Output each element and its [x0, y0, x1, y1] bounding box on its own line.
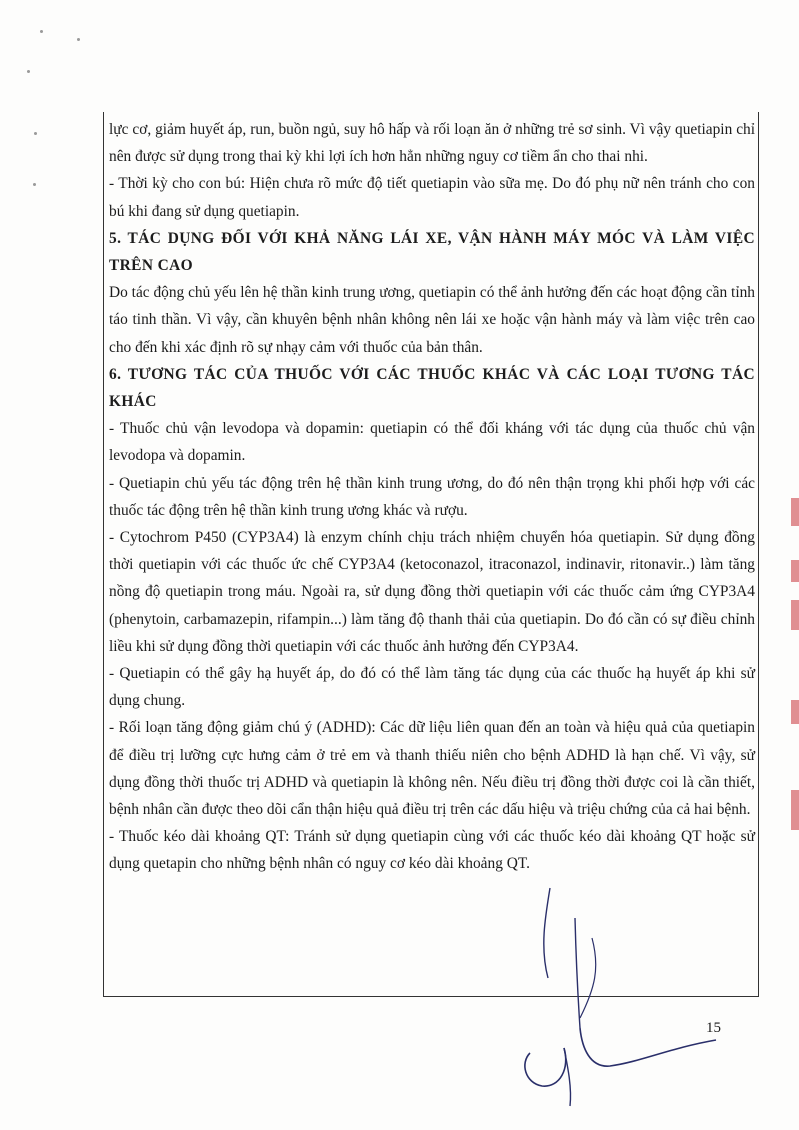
list-item: - Thuốc kéo dài khoảng QT: Tránh sử dụng quetiapin cùng với các thuốc kéo dài khoảng QT hoặc sử dụng quetapin cho những bệnh nhân có nguy cơ kéo dài khoảng QT.: [109, 828, 755, 873]
page-edge-stamp-fragment: [791, 700, 799, 724]
paragraph: Do tác động chủ yếu lên hệ thần kinh trung ương, quetiapin có thể ảnh hưởng đến các hoạt động cần tỉnh táo tinh thần. Vì vậy, cần khuyên bệnh nhân không nên lái xe hoặc vận hành máy và làm việc trên cao cho đến khi xác định rõ sự nhạy cảm với thuốc của bản thân.: [109, 284, 755, 356]
page-edge-stamp-fragment: [791, 498, 799, 526]
list-item: - Cytochrom P450 (CYP3A4) là enzym chính chịu trách nhiệm chuyển hóa quetiapin. Sử dụng đồng thời quetiapin với các thuốc ức chế CYP3A4 (ketoconazol, itraconazol, indinavir, ritonavir..) làm tăng nồng độ quetiapin trong máu. Ngoài ra, sử dụng đồng thời quetiapin với các thuốc cảm ứng CYP3A4 (phenytoin, carbamazepin, rifampin...) làm tăng độ thanh thải của quetiapin. Do đó cần có sự điều chỉnh liều khi sử dụng đồng thời quetiapin với các thuốc ảnh hưởng đến CYP3A4.: [109, 529, 755, 655]
page-edge-stamp-fragment: [791, 600, 799, 630]
scan-speck: [34, 132, 37, 135]
list-item: - Quetiapin chủ yếu tác động trên hệ thần kinh trung ương, do đó nên thận trọng khi phối hợp với các thuốc tác động trên hệ thần kinh trung ương khác và rượu.: [109, 474, 755, 519]
paragraph: lực cơ, giảm huyết áp, run, buồn ngủ, suy hô hấp và rối loạn ăn ở những trẻ sơ sinh. Vì vậy quetiapin chỉ nên được sử dụng trong thai kỳ khi lợi ích hơn hẳn những nguy cơ tiềm ẩn cho thai nhi.: [109, 121, 755, 166]
scan-speck: [40, 30, 43, 33]
page-edge-stamp-fragment: [791, 560, 799, 582]
handwritten-signature: [520, 878, 720, 1108]
list-item: - Quetiapin có thể gây hạ huyết áp, do đó có thể làm tăng tác dụng của các thuốc hạ huyết áp khi sử dụng chung.: [109, 665, 755, 710]
scan-speck: [77, 38, 80, 41]
list-item: - Thuốc chủ vận levodopa và dopamin: quetiapin có thể đối kháng với tác dụng của thuốc chủ vận levodopa và dopamin.: [109, 420, 755, 465]
page-number: 15: [706, 1020, 721, 1036]
section-heading: 6. TƯƠNG TÁC CỦA THUỐC VỚI CÁC THUỐC KHÁC VÀ CÁC LOẠI TƯƠNG TÁC KHÁC: [109, 365, 755, 411]
document-body: [109, 116, 755, 878]
page-edge-stamp-fragment: [791, 790, 799, 830]
scan-speck: [33, 183, 36, 186]
section-heading: 5. TÁC DỤNG ĐỐI VỚI KHẢ NĂNG LÁI XE, VẬN HÀNH MÁY MÓC VÀ LÀM VIỆC TRÊN CAO: [109, 229, 755, 275]
paragraph: - Thời kỳ cho con bú: Hiện chưa rõ mức độ tiết quetiapin vào sữa mẹ. Do đó phụ nữ nên tránh cho con bú khi đang sử dụng quetiapin.: [109, 175, 755, 220]
scan-speck: [27, 70, 30, 73]
list-item: - Rối loạn tăng động giảm chú ý (ADHD): Các dữ liệu liên quan đến an toàn và hiệu quả của quetiapin để điều trị lưỡng cực hưng cảm ở trẻ em và thanh thiếu niên cho bệnh ADHD là hạn chế. Vì vậy, sử dụng đồng thời thuốc trị ADHD và quetiapin là không nên. Nếu điều trị đồng thời được coi là cần thiết, bệnh nhân cần được theo dõi cẩn thận hiệu quả điều trị trên các dấu hiệu và triệu chứng của cả hai bệnh.: [109, 719, 755, 819]
